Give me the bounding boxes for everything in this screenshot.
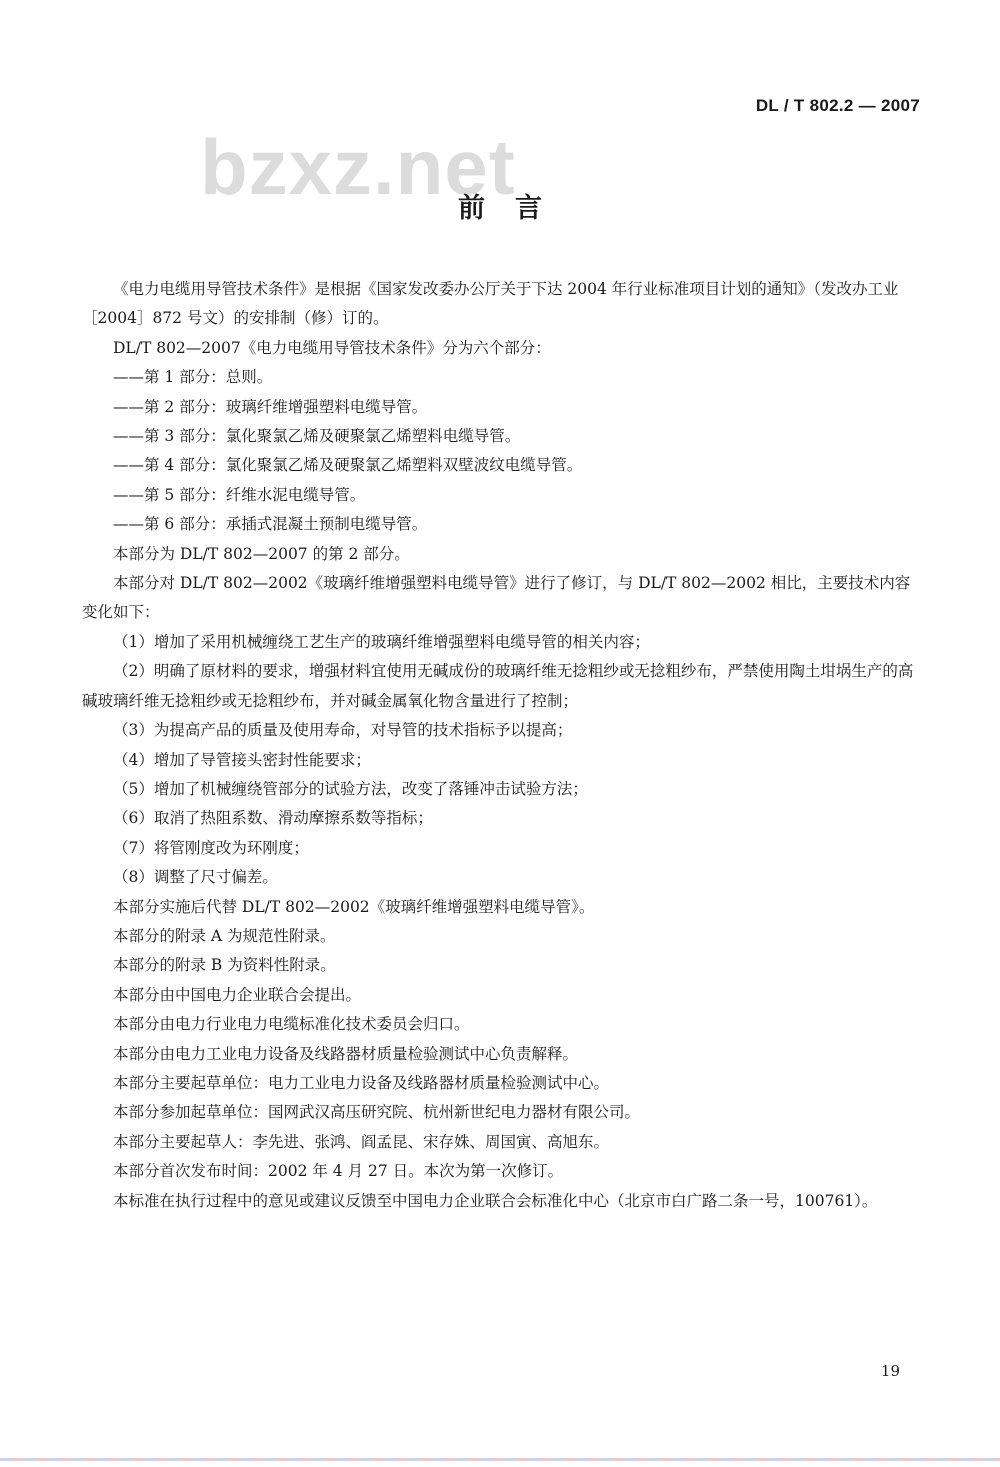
preface-body [82, 275, 920, 1216]
paragraph: 本部分的附录 B 为资料性附录。 [113, 956, 336, 975]
list-item: ——第 5 部分：纤维水泥电缆导管。 [113, 485, 366, 504]
page-title: 前言 [458, 193, 572, 224]
list-item: （2）明确了原材料的要求，增强材料宜使用无碱成份的玻璃纤维无捻粗纱或无捻粗纱布，严禁使用陶土坩埚生产的高碱玻璃纤维无捻粗纱或无捻粗纱布，并对碱金属氧化物含量进行了控制； [82, 662, 914, 710]
list-item: （3）为提高产品的质量及使用寿命，对导管的技术指标予以提高； [113, 721, 573, 740]
list-item: （6）取消了热阻系数、滑动摩擦系数等指标； [113, 809, 433, 828]
standard-code: DL / T 802.2 — 2007 [755, 96, 920, 115]
scan-edge-divider [0, 1458, 1000, 1461]
paragraph: 本部分的附录 A 为规范性附录。 [113, 926, 336, 945]
paragraph: 本部分由中国电力企业联合会提出。 [113, 985, 362, 1004]
paragraph: 本部分主要起草人：李先进、张鸿、阎孟昆、宋存姝、周国寅、高旭东。 [113, 1132, 610, 1151]
list-item: （7）将管刚度改为环刚度； [113, 838, 309, 857]
list-item: ——第 2 部分：玻璃纤维增强塑料电缆导管。 [113, 397, 428, 416]
list-item: （4）增加了导管接头密封性能要求； [113, 750, 371, 769]
paragraph: DL/T 802—2007《电力电缆用导管技术条件》分为六个部分： [113, 338, 551, 357]
paragraph: 本部分为 DL/T 802—2007 的第 2 部分。 [113, 544, 410, 563]
list-item: （5）增加了机械缠绕管部分的试验方法，改变了落锤冲击试验方法； [113, 779, 588, 798]
paragraph: 本部分实施后代替 DL/T 802—2002《玻璃纤维增强塑料电缆导管》。 [113, 897, 595, 916]
paragraph: 本部分由电力行业电力电缆标准化技术委员会归口。 [113, 1015, 470, 1034]
paragraph: 本部分由电力工业电力设备及线路器材质量检验测试中心负责解释。 [113, 1044, 579, 1063]
paragraph: 本标准在执行过程中的意见或建议反馈至中国电力企业联合会标准化中心（北京市白广路二条一号，100761）。 [113, 1191, 878, 1210]
watermark: bzxz.net [200, 123, 516, 211]
list-item: ——第 6 部分：承插式混凝土预制电缆导管。 [113, 515, 428, 534]
paragraph: 本部分参加起草单位：国网武汉高压研究院、杭州新世纪电力器材有限公司。 [113, 1103, 641, 1122]
list-item: ——第 1 部分：总则。 [113, 368, 273, 387]
paragraph: 本部分对 DL/T 802—2002《玻璃纤维增强塑料电缆导管》进行了修订，与 DL/T 802—2002 相比，主要技术内容变化如下： [82, 574, 911, 622]
paragraph: 《电力电缆用导管技术条件》是根据《国家发改委办公厅关于下达 2004 年行业标准项目计划的通知》（发改办工业［2004］872 号文）的安排制（修）订的。 [82, 280, 899, 328]
paragraph: 本部分首次发布时间：2002 年 4 月 27 日。本次为第一次修订。 [113, 1162, 564, 1181]
paragraph: 本部分主要起草单位：电力工业电力设备及线路器材质量检验测试中心。 [113, 1073, 610, 1092]
page-number: 19 [880, 1362, 900, 1380]
list-item: （8）调整了尺寸偏差。 [113, 868, 278, 887]
list-item: ——第 3 部分：氯化聚氯乙烯及硬聚氯乙烯塑料电缆导管。 [113, 427, 521, 446]
list-item: ——第 4 部分：氯化聚氯乙烯及硬聚氯乙烯塑料双壁波纹电缆导管。 [113, 456, 583, 475]
list-item: （1）增加了采用机械缠绕工艺生产的玻璃纤维增强塑料电缆导管的相关内容； [113, 632, 650, 651]
